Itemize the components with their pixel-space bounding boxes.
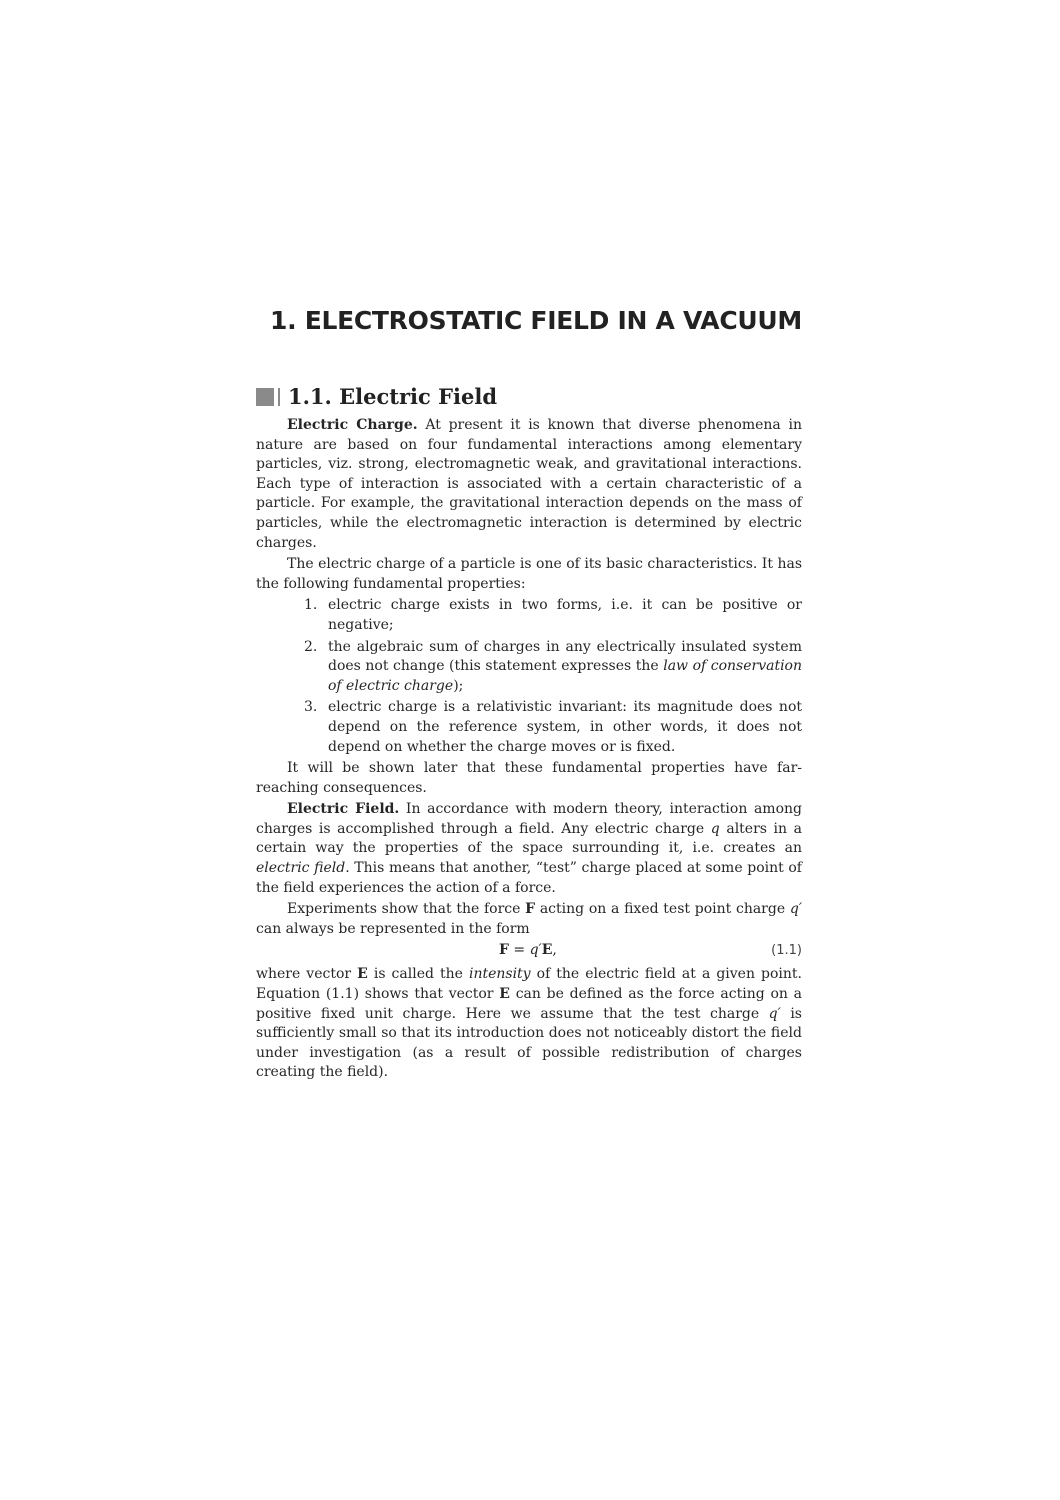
body-text bbox=[256, 416, 802, 1085]
chapter-title: 1. ELECTROSTATIC FIELD IN A VACUUM bbox=[270, 306, 802, 335]
paragraph-text-part: In accordance with modern theory, interaction among charges is accomplished through a field. Any electric charge bbox=[256, 801, 802, 837]
run-in-heading-electric-charge: Electric Charge. bbox=[287, 417, 418, 433]
equation-equals: = bbox=[508, 942, 530, 959]
equation-1-1 bbox=[256, 941, 802, 965]
equation-number: (1.1) bbox=[771, 943, 802, 959]
emphasis-electric-field: electric field bbox=[256, 860, 346, 877]
section-marker-square bbox=[256, 388, 274, 406]
list-item bbox=[304, 596, 802, 635]
paragraph-electric-field bbox=[256, 800, 802, 898]
list-item-text-part: ); bbox=[453, 677, 464, 694]
symbol-E: E bbox=[357, 966, 368, 983]
paragraph-text-part: of the electric field at a given point. Equation (1.1) shows that vector bbox=[256, 966, 802, 1003]
list-item bbox=[304, 638, 802, 697]
paragraph-text-part: can be defined as the force acting on a positive fixed unit charge. Here we assume that the test charge bbox=[256, 986, 802, 1022]
paragraph-text-part: is called the bbox=[367, 966, 469, 983]
symbol-q-prime: q′ bbox=[789, 901, 802, 918]
paragraph-electric-charge bbox=[256, 416, 802, 553]
list-item-text: electric charge exists in two forms, i.e. it can be positive or negative; bbox=[328, 597, 802, 633]
list-item-number: 3. bbox=[304, 699, 318, 716]
paragraph-text-part: . This means that another, “test” charge placed at some point of the field experiences the action of a force. bbox=[256, 860, 802, 896]
run-in-heading-electric-field: Electric Field. bbox=[287, 801, 400, 818]
paragraph-text-part: acting on a fixed test point charge bbox=[535, 901, 790, 918]
paragraph-text-part: Experiments show that the force bbox=[287, 901, 526, 918]
emphasis-law-of-conservation: law of conservation of electric charge bbox=[328, 658, 802, 694]
list-item bbox=[304, 698, 802, 757]
list-item-text: electric charge is a relativistic invariant: its magnitude does not depend on the reference system, in other words, it does not depend on whether the charge moves or is fixed. bbox=[328, 699, 802, 755]
list-item-text bbox=[328, 638, 802, 697]
paragraph-experiments bbox=[256, 900, 802, 939]
paragraph-text-part: where vector bbox=[256, 966, 358, 983]
properties-list bbox=[256, 596, 802, 757]
symbol-F: F bbox=[525, 901, 536, 918]
paragraph-intensity bbox=[256, 965, 802, 1083]
list-item-text-part: the algebraic sum of charges in any electrically insulated system does not change (this statement expresses the bbox=[328, 638, 802, 675]
equation-comma: , bbox=[552, 942, 557, 959]
symbol-E: E bbox=[499, 986, 510, 1003]
equation-E: E bbox=[541, 942, 553, 959]
emphasis-intensity: intensity bbox=[468, 966, 531, 983]
equation-F: F bbox=[499, 942, 509, 959]
paragraph-properties-intro: The electric charge of a particle is one of its basic characteristics. It has the following fundamental properties: bbox=[256, 556, 802, 592]
paragraph-text-part: alters in a certain way the properties of the space surrounding it, i.e. creates an bbox=[256, 820, 802, 857]
book-page bbox=[256, 0, 802, 1500]
symbol-q: q bbox=[710, 820, 720, 837]
paragraph-text-part: can always be represented in the form bbox=[256, 920, 530, 937]
section-title: 1.1. Electric Field bbox=[288, 384, 498, 409]
section-heading bbox=[256, 384, 497, 409]
paragraph-text: At present it is known that diverse phenomena in nature are based on four fundamental interactions among elementary particles, viz. strong, electromagnetic weak, and gravitational interactions. Each type of interaction is associated with a certain characteristic of a particle. For example, the gravitational interaction depends on the mass of particles, while the electromagnetic interaction is determined by electric charges. bbox=[256, 417, 802, 551]
list-item-number: 1. bbox=[304, 597, 318, 614]
equation-body bbox=[499, 941, 557, 961]
paragraph-text-part: is sufficiently small so that its introduction does not noticeably distort the field under investigation (as a result of possible redistribution of charges creating the field). bbox=[256, 1005, 802, 1081]
symbol-q-prime: q′ bbox=[768, 1005, 781, 1022]
list-item-number: 2. bbox=[304, 638, 318, 655]
paragraph-consequences: It will be shown later that these fundamental properties have far-reaching consequences. bbox=[256, 760, 802, 796]
section-marker-bar bbox=[278, 388, 280, 406]
equation-q-prime: q′ bbox=[529, 942, 542, 959]
